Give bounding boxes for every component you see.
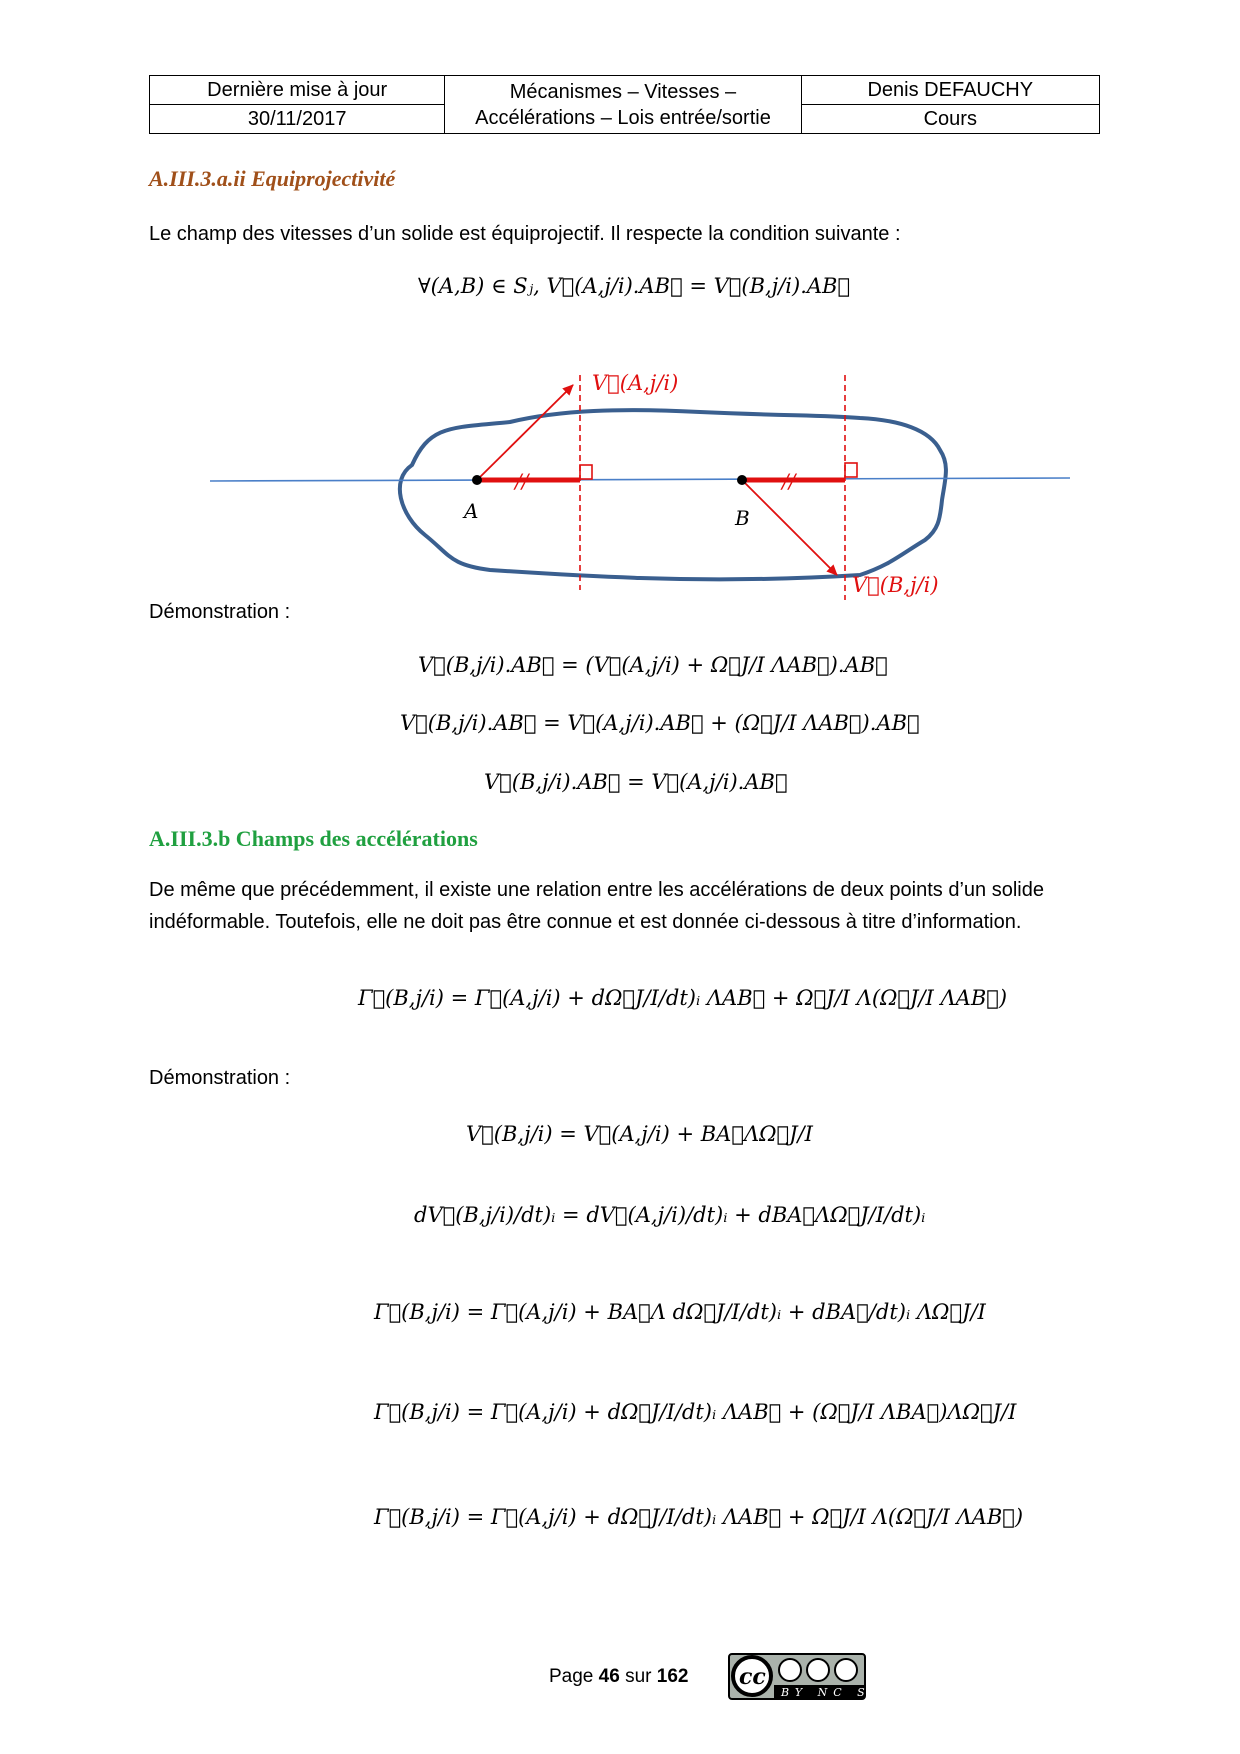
- header-author: Denis DEFAUCHY: [801, 76, 1099, 105]
- label-velocity-B: V⃗(B,j/i): [852, 573, 939, 597]
- point-A: [472, 475, 482, 485]
- cc-license-badge: [728, 1653, 885, 1700]
- page-sep: sur: [625, 1666, 652, 1687]
- header-last-update-label: Dernière mise à jour: [150, 76, 445, 105]
- section2-intro: De même que précédemment, il existe une relation entre les accélérations de deux points d’un solide indéformable. Toutefois, elle ne doit pas être connue et est donnée ci-dessous à titre d’information.: [149, 879, 1044, 933]
- header-date: 30/11/2017: [150, 105, 445, 134]
- label-velocity-A: V⃗(A,j/i): [592, 371, 679, 395]
- demo2-line3: Γ⃗(B,j/i) = Γ⃗(A,j/i) + BA⃗Λ dΩ⃗J/I/dt)ᵢ + dBA⃗/dt)ᵢ ΛΩ⃗J/I: [374, 1300, 986, 1324]
- sa-icon: [835, 1659, 857, 1681]
- demo1-line3: V⃗(B,j/i).AB⃗ = V⃗(A,j/i).AB⃗: [484, 770, 788, 794]
- section1-demo-label: Démonstration :: [149, 601, 291, 623]
- equiprojectivity-figure: [200, 360, 1080, 610]
- section1-intro: Le champ des vitesses d’un solide est équiprojectif. Il respecte la condition suivante :: [149, 223, 901, 245]
- page-total: 162: [656, 1666, 689, 1687]
- page-prefix: Page: [549, 1666, 594, 1687]
- header-course-line1: Mécanismes – Vitesses –: [509, 80, 737, 103]
- velocity-vector-B: [742, 480, 837, 575]
- section-title-equiprojectivity: A.III.3.a.ii Equiprojectivité: [149, 166, 396, 191]
- solid-outline: [400, 410, 946, 579]
- license-text: BY NC SA: [781, 1686, 885, 1699]
- page-number: [549, 1666, 688, 1688]
- label-B: B: [735, 506, 750, 530]
- header-doc-type: Cours: [801, 105, 1099, 134]
- header-table: [149, 75, 1100, 134]
- section-title-accelerations: A.III.3.b Champs des accélérations: [149, 826, 478, 851]
- acceleration-formula: Γ⃗(B,j/i) = Γ⃗(A,j/i) + dΩ⃗J/I/dt)ᵢ ΛAB⃗ + Ω⃗J/I Λ(Ω⃗J/I ΛAB⃗): [358, 986, 1008, 1010]
- demo1-line2: V⃗(B,j/i).AB⃗ = V⃗(A,j/i).AB⃗ + (Ω⃗J/I ΛAB⃗).AB⃗: [400, 711, 920, 735]
- equiprojectivity-formula: ∀(A,B) ∈ Sⱼ, V⃗(A,j/i).AB⃗ = V⃗(B,j/i).AB⃗: [418, 274, 851, 298]
- label-A: A: [464, 499, 479, 523]
- page-current: 46: [598, 1666, 620, 1687]
- right-angle-marker-B: [845, 463, 857, 477]
- header-course-title: [445, 76, 801, 134]
- point-B: [737, 475, 747, 485]
- demo1-line1: V⃗(B,j/i).AB⃗ = (V⃗(A,j/i) + Ω⃗J/I ΛAB⃗).AB⃗: [418, 653, 888, 677]
- right-angle-marker-A: [580, 465, 592, 479]
- equal-mark-B: //: [782, 469, 796, 493]
- demo2-line4: Γ⃗(B,j/i) = Γ⃗(A,j/i) + dΩ⃗J/I/dt)ᵢ ΛAB⃗ + (Ω⃗J/I ΛBA⃗)ΛΩ⃗J/I: [374, 1400, 1017, 1424]
- axis-line: [210, 478, 1070, 481]
- header-course-line2: Accélérations – Lois entrée/sortie: [475, 106, 771, 129]
- demo2-line1: V⃗(B,j/i) = V⃗(A,j/i) + BA⃗ΛΩ⃗J/I: [466, 1122, 813, 1146]
- section2-demo-label: Démonstration :: [149, 1067, 291, 1089]
- demo2-line5: Γ⃗(B,j/i) = Γ⃗(A,j/i) + dΩ⃗J/I/dt)ᵢ ΛAB⃗ + Ω⃗J/I Λ(Ω⃗J/I ΛAB⃗): [374, 1505, 1024, 1529]
- equal-mark-A: //: [515, 469, 529, 493]
- velocity-vector-A: [477, 385, 573, 480]
- svg-text:cc: cc: [739, 1664, 766, 1690]
- by-icon: [779, 1659, 801, 1681]
- demo2-line2: dV⃗(B,j/i)/dt)ᵢ = dV⃗(A,j/i)/dt)ᵢ + dBA⃗ΛΩ⃗J/I/dt)ᵢ: [414, 1203, 926, 1227]
- nc-icon: [807, 1659, 829, 1681]
